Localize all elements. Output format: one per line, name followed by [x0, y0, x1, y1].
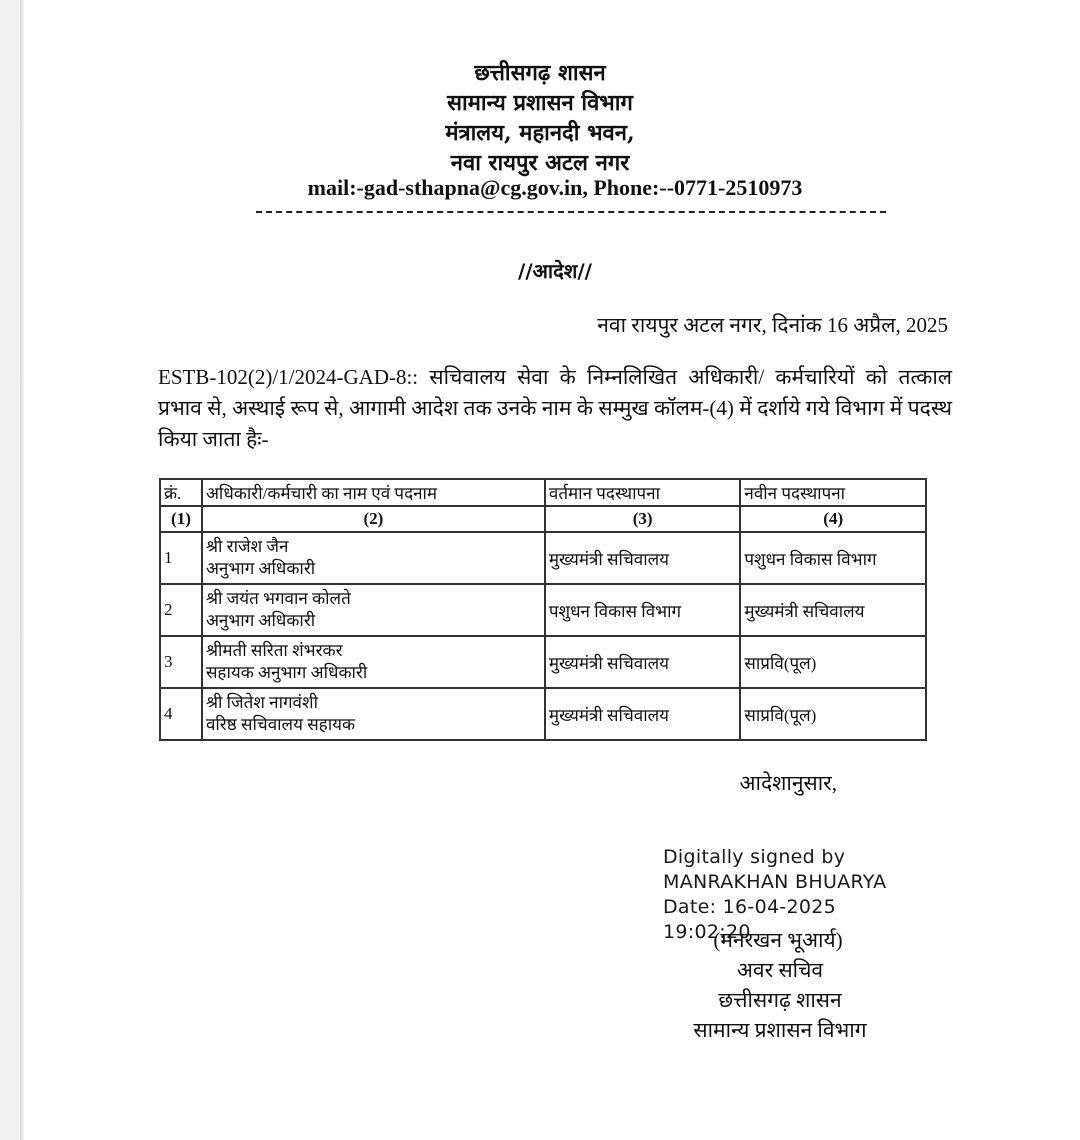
table-header-row — [160, 479, 926, 506]
table-row — [160, 532, 926, 584]
cell-new-posting: पशुधन विकास विभाग — [740, 532, 926, 584]
cell-current-posting: मुख्यमंत्री सचिवालय — [545, 532, 741, 584]
header-building: मंत्रालय, महानदी भवन, — [445, 120, 635, 146]
posting-table — [159, 478, 927, 741]
table-row — [160, 636, 926, 688]
header-department: सामान्य प्रशासन विभाग — [447, 90, 633, 116]
cell-current-posting: मुख्यमंत्री सचिवालय — [545, 688, 741, 740]
column-number: (3) — [545, 506, 741, 532]
header-sno: क्रं. — [160, 479, 202, 506]
column-number-row — [160, 506, 926, 532]
officer-designation: वरिष्ठ सचिवालय सहायक — [205, 715, 356, 734]
signatory-department: सामान्य प्रशासन विभाग — [693, 1018, 867, 1042]
cell-name-designation — [202, 584, 545, 636]
column-number: (1) — [160, 506, 202, 532]
signatory-block — [660, 925, 900, 1045]
officer-name: श्रीमती सरिता शंभरकर — [205, 641, 343, 660]
header-city: नवा रायपुर अटल नगर — [450, 150, 630, 176]
officer-designation: अनुभाग अधिकारी — [205, 611, 316, 630]
header-current-posting: वर्तमान पदस्थापना — [545, 479, 741, 506]
cell-current-posting: पशुधन विकास विभाग — [545, 584, 741, 636]
header-new-posting: नवीन पदस्थापना — [740, 479, 926, 506]
cell-name-designation — [202, 636, 545, 688]
column-number: (4) — [740, 506, 926, 532]
table-row — [160, 688, 926, 740]
officer-designation: अनुभाग अधिकारी — [205, 559, 316, 578]
ordered-by-text: आदेशानुसार, — [739, 771, 837, 795]
cell-new-posting: साप्रवि(पूल) — [740, 688, 926, 740]
table-row — [160, 584, 926, 636]
header-name: अधिकारी/कर्मचारी का नाम एवं पदनाम — [202, 479, 545, 506]
cell-name-designation — [202, 532, 545, 584]
cell-sno: 3 — [160, 636, 202, 688]
header-contact: mail:-gad-sthapna@cg.gov.in, Phone:--0771-2510973 — [307, 175, 803, 200]
header-divider — [256, 211, 886, 213]
signatory-designation: अवर सचिव — [736, 958, 824, 982]
digsig-date: Date: 16-04-2025 — [663, 896, 837, 918]
digsig-line: Digitally signed by — [663, 846, 846, 868]
order-body-text: ESTB-102(2)/1/2024-GAD-8:: सचिवालय सेवा के निम्नलिखित अधिकारी/ कर्मचारियों को तत्काल प्रभाव से, अस्थाई रूप से, आगामी आदेश तक उनके नाम के सम्मुख कॉलम-(4) में दर्शाये गये विभाग में पदस्थ किया जाता हैः- — [158, 365, 952, 451]
cell-name-designation — [202, 688, 545, 740]
digsig-signer: MANRAKHAN BHUARYA — [663, 871, 887, 893]
cell-sno: 1 — [160, 532, 202, 584]
cell-new-posting: साप्रवि(पूल) — [740, 636, 926, 688]
cell-new-posting: मुख्यमंत्री सचिवालय — [740, 584, 926, 636]
signatory-org: छत्तीसगढ़ शासन — [718, 988, 842, 1012]
officer-name: श्री राजेश जैन — [205, 537, 289, 556]
header-government: छत्तीसगढ़ शासन — [474, 60, 606, 86]
column-number: (2) — [202, 506, 545, 532]
cell-current-posting: मुख्यमंत्री सचिवालय — [545, 636, 741, 688]
signatory-name: (मनरखन भूआर्य) — [713, 928, 843, 952]
cell-sno: 2 — [160, 584, 202, 636]
order-title: //आदेश// — [518, 259, 592, 283]
place-date: नवा रायपुर अटल नगर, दिनांक 16 अप्रैल, 2025 — [597, 313, 948, 337]
cell-sno: 4 — [160, 688, 202, 740]
digsig-time: 19:02:20 — [663, 921, 751, 943]
officer-designation: सहायक अनुभाग अधिकारी — [205, 663, 368, 682]
officer-name: श्री जयंत भगवान कोलते — [205, 589, 351, 608]
officer-name: श्री जितेश नागवंशी — [205, 693, 318, 712]
